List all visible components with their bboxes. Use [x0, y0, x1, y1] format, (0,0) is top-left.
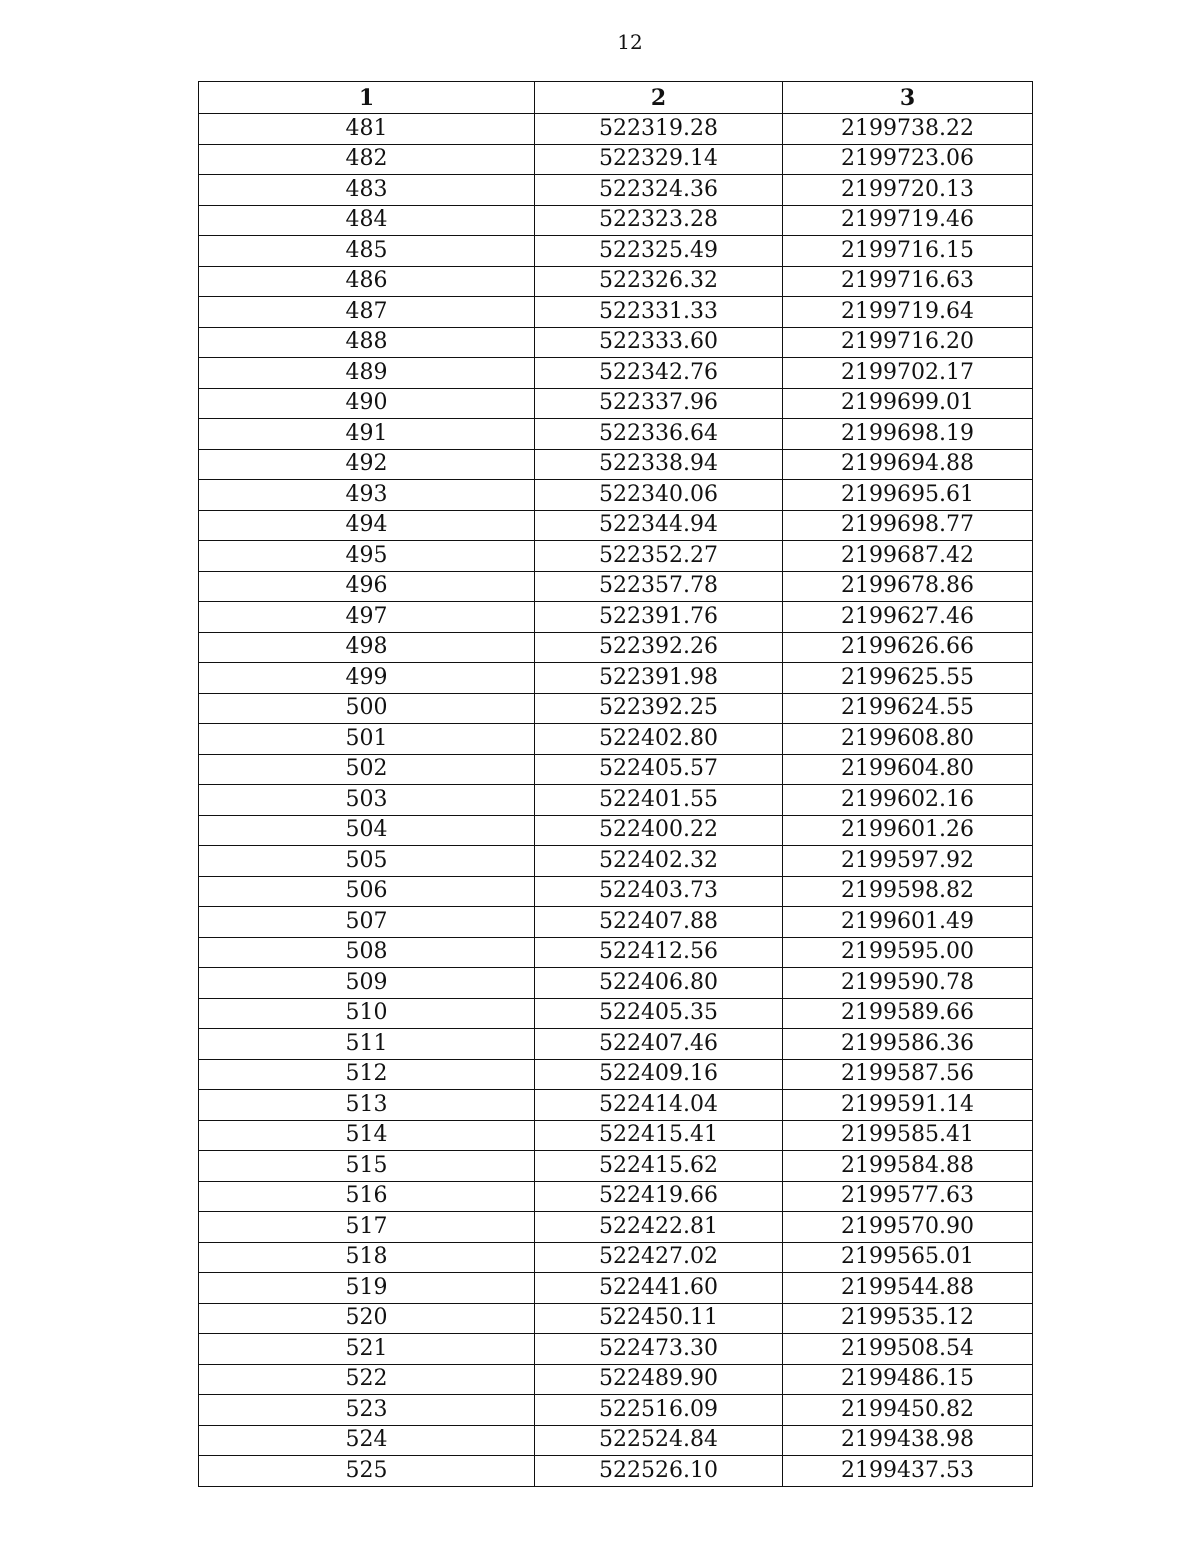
x-coordinate-cell: 522441.60	[535, 1273, 783, 1304]
column-header-2: 2	[535, 82, 783, 114]
x-coordinate-cell: 522473.30	[535, 1334, 783, 1365]
table-row	[199, 815, 1033, 846]
x-coordinate-cell: 522338.94	[535, 449, 783, 480]
y-coordinate-cell: 2199544.88	[783, 1273, 1033, 1304]
y-coordinate-cell: 2199698.77	[783, 510, 1033, 541]
y-coordinate-cell: 2199601.49	[783, 907, 1033, 938]
point-number-cell: 491	[199, 419, 535, 450]
y-coordinate-cell: 2199627.46	[783, 602, 1033, 633]
point-number-cell: 506	[199, 876, 535, 907]
table-header-row	[199, 82, 1033, 114]
y-coordinate-cell: 2199597.92	[783, 846, 1033, 877]
y-coordinate-cell: 2199595.00	[783, 937, 1033, 968]
y-coordinate-cell: 2199589.66	[783, 998, 1033, 1029]
y-coordinate-cell: 2199626.66	[783, 632, 1033, 663]
point-number-cell: 481	[199, 114, 535, 145]
x-coordinate-cell: 522326.32	[535, 266, 783, 297]
point-number-cell: 509	[199, 968, 535, 999]
y-coordinate-cell: 2199438.98	[783, 1425, 1033, 1456]
point-number-cell: 482	[199, 144, 535, 175]
y-coordinate-cell: 2199601.26	[783, 815, 1033, 846]
point-number-cell: 496	[199, 571, 535, 602]
y-coordinate-cell: 2199695.61	[783, 480, 1033, 511]
table-row	[199, 144, 1033, 175]
point-number-cell: 504	[199, 815, 535, 846]
table-row	[199, 1059, 1033, 1090]
y-coordinate-cell: 2199565.01	[783, 1242, 1033, 1273]
y-coordinate-cell: 2199577.63	[783, 1181, 1033, 1212]
y-coordinate-cell: 2199584.88	[783, 1151, 1033, 1182]
x-coordinate-cell: 522391.76	[535, 602, 783, 633]
table-row	[199, 1090, 1033, 1121]
table-row	[199, 846, 1033, 877]
y-coordinate-cell: 2199608.80	[783, 724, 1033, 755]
x-coordinate-cell: 522357.78	[535, 571, 783, 602]
table-row	[199, 480, 1033, 511]
x-coordinate-cell: 522337.96	[535, 388, 783, 419]
point-number-cell: 483	[199, 175, 535, 206]
table-row	[199, 632, 1033, 663]
y-coordinate-cell: 2199719.46	[783, 205, 1033, 236]
x-coordinate-cell: 522405.57	[535, 754, 783, 785]
x-coordinate-cell: 522325.49	[535, 236, 783, 267]
table-row	[199, 175, 1033, 206]
y-coordinate-cell: 2199585.41	[783, 1120, 1033, 1151]
point-number-cell: 501	[199, 724, 535, 755]
x-coordinate-cell: 522336.64	[535, 419, 783, 450]
point-number-cell: 489	[199, 358, 535, 389]
x-coordinate-cell: 522427.02	[535, 1242, 783, 1273]
point-number-cell: 511	[199, 1029, 535, 1060]
y-coordinate-cell: 2199678.86	[783, 571, 1033, 602]
x-coordinate-cell: 522419.66	[535, 1181, 783, 1212]
table-row	[199, 388, 1033, 419]
point-number-cell: 500	[199, 693, 535, 724]
point-number-cell: 499	[199, 663, 535, 694]
table-row	[199, 449, 1033, 480]
point-number-cell: 497	[199, 602, 535, 633]
y-coordinate-cell: 2199624.55	[783, 693, 1033, 724]
table-row	[199, 785, 1033, 816]
table-row	[199, 419, 1033, 450]
x-coordinate-cell: 522323.28	[535, 205, 783, 236]
y-coordinate-cell: 2199716.15	[783, 236, 1033, 267]
x-coordinate-cell: 522403.73	[535, 876, 783, 907]
table-row	[199, 236, 1033, 267]
y-coordinate-cell: 2199450.82	[783, 1395, 1033, 1426]
x-coordinate-cell: 522406.80	[535, 968, 783, 999]
table-row	[199, 327, 1033, 358]
y-coordinate-cell: 2199698.19	[783, 419, 1033, 450]
x-coordinate-cell: 522333.60	[535, 327, 783, 358]
x-coordinate-cell: 522392.25	[535, 693, 783, 724]
table-row	[199, 998, 1033, 1029]
x-coordinate-cell: 522415.62	[535, 1151, 783, 1182]
x-coordinate-cell: 522412.56	[535, 937, 783, 968]
point-number-cell: 513	[199, 1090, 535, 1121]
x-coordinate-cell: 522324.36	[535, 175, 783, 206]
table-row	[199, 1456, 1033, 1487]
point-number-cell: 520	[199, 1303, 535, 1334]
table-row	[199, 541, 1033, 572]
y-coordinate-cell: 2199587.56	[783, 1059, 1033, 1090]
x-coordinate-cell: 522352.27	[535, 541, 783, 572]
x-coordinate-cell: 522400.22	[535, 815, 783, 846]
x-coordinate-cell: 522402.32	[535, 846, 783, 877]
table-row	[199, 510, 1033, 541]
x-coordinate-cell: 522402.80	[535, 724, 783, 755]
y-coordinate-cell: 2199437.53	[783, 1456, 1033, 1487]
y-coordinate-cell: 2199699.01	[783, 388, 1033, 419]
y-coordinate-cell: 2199720.13	[783, 175, 1033, 206]
point-number-cell: 492	[199, 449, 535, 480]
table-row	[199, 724, 1033, 755]
point-number-cell: 503	[199, 785, 535, 816]
table-row	[199, 266, 1033, 297]
point-number-cell: 485	[199, 236, 535, 267]
x-coordinate-cell: 522340.06	[535, 480, 783, 511]
table-row	[199, 1181, 1033, 1212]
column-header-3: 3	[783, 82, 1033, 114]
x-coordinate-cell: 522516.09	[535, 1395, 783, 1426]
y-coordinate-cell: 2199716.20	[783, 327, 1033, 358]
y-coordinate-cell: 2199586.36	[783, 1029, 1033, 1060]
point-number-cell: 517	[199, 1212, 535, 1243]
point-number-cell: 522	[199, 1364, 535, 1395]
x-coordinate-cell: 522331.33	[535, 297, 783, 328]
table-row	[199, 1334, 1033, 1365]
coordinates-table	[198, 81, 1033, 1487]
point-number-cell: 512	[199, 1059, 535, 1090]
y-coordinate-cell: 2199687.42	[783, 541, 1033, 572]
x-coordinate-cell: 522524.84	[535, 1425, 783, 1456]
x-coordinate-cell: 522319.28	[535, 114, 783, 145]
point-number-cell: 505	[199, 846, 535, 877]
table-row	[199, 205, 1033, 236]
page-number: 12	[617, 30, 643, 54]
x-coordinate-cell: 522422.81	[535, 1212, 783, 1243]
y-coordinate-cell: 2199602.16	[783, 785, 1033, 816]
point-number-cell: 494	[199, 510, 535, 541]
x-coordinate-cell: 522415.41	[535, 1120, 783, 1151]
table-row	[199, 663, 1033, 694]
point-number-cell: 523	[199, 1395, 535, 1426]
y-coordinate-cell: 2199598.82	[783, 876, 1033, 907]
point-number-cell: 495	[199, 541, 535, 572]
table-row	[199, 968, 1033, 999]
point-number-cell: 486	[199, 266, 535, 297]
column-header-1: 1	[199, 82, 535, 114]
point-number-cell: 508	[199, 937, 535, 968]
table-row	[199, 297, 1033, 328]
table-row	[199, 602, 1033, 633]
x-coordinate-cell: 522414.04	[535, 1090, 783, 1121]
point-number-cell: 487	[199, 297, 535, 328]
point-number-cell: 488	[199, 327, 535, 358]
table-row	[199, 358, 1033, 389]
y-coordinate-cell: 2199723.06	[783, 144, 1033, 175]
table-row	[199, 1273, 1033, 1304]
point-number-cell: 507	[199, 907, 535, 938]
point-number-cell: 490	[199, 388, 535, 419]
point-number-cell: 498	[199, 632, 535, 663]
table-row	[199, 693, 1033, 724]
y-coordinate-cell: 2199508.54	[783, 1334, 1033, 1365]
table-row	[199, 1212, 1033, 1243]
point-number-cell: 510	[199, 998, 535, 1029]
point-number-cell: 525	[199, 1456, 535, 1487]
x-coordinate-cell: 522344.94	[535, 510, 783, 541]
y-coordinate-cell: 2199535.12	[783, 1303, 1033, 1334]
x-coordinate-cell: 522450.11	[535, 1303, 783, 1334]
point-number-cell: 493	[199, 480, 535, 511]
y-coordinate-cell: 2199486.15	[783, 1364, 1033, 1395]
y-coordinate-cell: 2199591.14	[783, 1090, 1033, 1121]
x-coordinate-cell: 522329.14	[535, 144, 783, 175]
x-coordinate-cell: 522407.46	[535, 1029, 783, 1060]
y-coordinate-cell: 2199716.63	[783, 266, 1033, 297]
y-coordinate-cell: 2199625.55	[783, 663, 1033, 694]
y-coordinate-cell: 2199570.90	[783, 1212, 1033, 1243]
table-row	[199, 1425, 1033, 1456]
point-number-cell: 514	[199, 1120, 535, 1151]
x-coordinate-cell: 522391.98	[535, 663, 783, 694]
x-coordinate-cell: 522405.35	[535, 998, 783, 1029]
x-coordinate-cell: 522407.88	[535, 907, 783, 938]
table-row	[199, 114, 1033, 145]
point-number-cell: 484	[199, 205, 535, 236]
y-coordinate-cell: 2199590.78	[783, 968, 1033, 999]
table-row	[199, 876, 1033, 907]
table-row	[199, 1364, 1033, 1395]
point-number-cell: 524	[199, 1425, 535, 1456]
y-coordinate-cell: 2199694.88	[783, 449, 1033, 480]
table-row	[199, 937, 1033, 968]
point-number-cell: 521	[199, 1334, 535, 1365]
point-number-cell: 516	[199, 1181, 535, 1212]
table-row	[199, 571, 1033, 602]
table-row	[199, 1151, 1033, 1182]
table-row	[199, 1120, 1033, 1151]
x-coordinate-cell: 522342.76	[535, 358, 783, 389]
point-number-cell: 518	[199, 1242, 535, 1273]
table-row	[199, 1395, 1033, 1426]
x-coordinate-cell: 522489.90	[535, 1364, 783, 1395]
table-row	[199, 1303, 1033, 1334]
x-coordinate-cell: 522526.10	[535, 1456, 783, 1487]
table-row	[199, 1029, 1033, 1060]
table-row	[199, 1242, 1033, 1273]
x-coordinate-cell: 522392.26	[535, 632, 783, 663]
table-row	[199, 754, 1033, 785]
table-body	[199, 114, 1033, 1487]
point-number-cell: 519	[199, 1273, 535, 1304]
x-coordinate-cell: 522409.16	[535, 1059, 783, 1090]
y-coordinate-cell: 2199719.64	[783, 297, 1033, 328]
table-row	[199, 907, 1033, 938]
y-coordinate-cell: 2199738.22	[783, 114, 1033, 145]
y-coordinate-cell: 2199604.80	[783, 754, 1033, 785]
point-number-cell: 502	[199, 754, 535, 785]
x-coordinate-cell: 522401.55	[535, 785, 783, 816]
y-coordinate-cell: 2199702.17	[783, 358, 1033, 389]
point-number-cell: 515	[199, 1151, 535, 1182]
